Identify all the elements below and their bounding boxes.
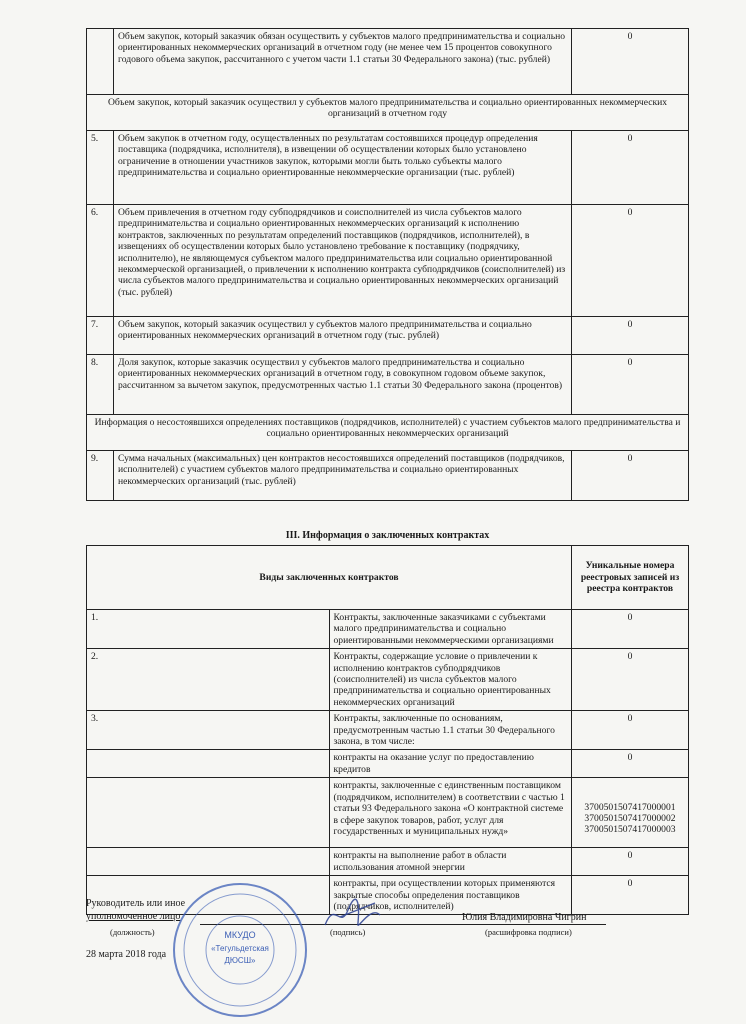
stamp-line3: ДЮСШ» bbox=[224, 956, 256, 965]
column-header: Виды заключенных контрактов bbox=[87, 546, 572, 610]
table-row bbox=[87, 355, 689, 415]
table-row bbox=[87, 649, 689, 711]
row-text: контракты на оказание услуг по предоставлению кредитов bbox=[329, 750, 572, 778]
row-value: 0 bbox=[572, 848, 689, 876]
row-value: 0 bbox=[572, 29, 689, 95]
registry-number-line: 3700501507417000001 bbox=[584, 801, 676, 813]
row-text: Сумма начальных (максимальных) цен контрактов несостоявшихся определений поставщиков (подрядчиков, исполнителей) с участием субъектов малого предпринимательства и социально ориентированных некоммерческих организаций (тыс. рублей) bbox=[114, 451, 572, 501]
row-value: 0 bbox=[572, 205, 689, 317]
table-row bbox=[87, 131, 689, 205]
row-value: 0 bbox=[572, 451, 689, 501]
table-row bbox=[87, 610, 689, 649]
row-number: 3. bbox=[87, 711, 330, 750]
table-header-row bbox=[87, 546, 689, 610]
registry-number-line: 3700501507417000003 bbox=[584, 824, 676, 836]
table-row bbox=[87, 778, 689, 848]
row-text: контракты, при осуществлении которых применяются закрытые способы определения поставщиков (подрядчиков, исполнителей) bbox=[329, 876, 572, 915]
row-number: 9. bbox=[87, 451, 114, 501]
signer-role-line1: Руководитель или иное bbox=[86, 898, 186, 909]
row-number bbox=[87, 750, 330, 778]
table-row bbox=[87, 848, 689, 876]
section-header-row bbox=[87, 95, 689, 131]
row-number: 2. bbox=[87, 649, 330, 711]
row-value: 0 bbox=[572, 317, 689, 355]
row-text: контракты на выполнение работ в области использования атомной энергии bbox=[329, 848, 572, 876]
signer-name: Юлия Владимировна Чигрин bbox=[462, 912, 587, 923]
section-title: III. Информация о заключенных контрактах bbox=[285, 530, 490, 541]
column-header: Уникальные номера реестровых записей из реестра контрактов bbox=[572, 546, 689, 610]
row-value: 0 bbox=[572, 649, 689, 711]
row-number: 1. bbox=[87, 610, 330, 649]
registry-number-line: 3700501507417000002 bbox=[584, 813, 676, 825]
row-text: Объем закупок, который заказчик осуществил у субъектов малого предпринимательства и социально ориентированных некоммерческих организаций в отчетном году (тыс. рублей) bbox=[114, 317, 572, 355]
report-date: 28 марта 2018 года bbox=[86, 949, 167, 960]
position-label: (должность) bbox=[110, 927, 155, 937]
row-number: 7. bbox=[87, 317, 114, 355]
section-header: Объем закупок, который заказчик осуществил у субъектов малого предпринимательства и социально ориентированных некоммерческих организаций в отчетном году bbox=[87, 95, 689, 131]
table-row bbox=[87, 205, 689, 317]
row-value: 0 bbox=[572, 131, 689, 205]
table-row bbox=[87, 711, 689, 750]
registry-number bbox=[576, 802, 684, 836]
stamp-line1: МКУДО bbox=[224, 930, 256, 940]
row-text: Объем закупок в отчетном году, осуществленных по результатам состоявшихся процедур определения поставщика (подрядчика, исполнителя), в извещении об осуществлении которых было установлено ограничение в отношении участников закупок, которыми могли быть только субъекты малого предпринимательства и социально ориентированные некоммерческие организации (тыс. рублей) bbox=[114, 131, 572, 205]
row-text: контракты, заключенные с единственным поставщиком (подрядчиком, исполнителем) в соответствии с частью 1 статьи 93 Федерального закона «О контрактной системе в сфере закупок товаров, работ, услуг для государственных и муниципальных нужд» bbox=[329, 778, 572, 848]
row-value: 0 bbox=[572, 876, 689, 915]
row-value: 0 bbox=[572, 610, 689, 649]
contracts-table bbox=[86, 545, 689, 915]
row-text: Контракты, заключенные заказчиками с субъектами малого предпринимательства и социально ориентированными некоммерческими организациями bbox=[329, 610, 572, 649]
table-row bbox=[87, 451, 689, 501]
registry-numbers bbox=[572, 778, 689, 848]
section-header-row bbox=[87, 415, 689, 451]
table-row bbox=[87, 29, 689, 95]
handwritten-signature bbox=[320, 895, 390, 935]
organization-stamp bbox=[170, 880, 310, 1020]
row-number bbox=[87, 778, 330, 848]
row-value: 0 bbox=[572, 750, 689, 778]
row-number bbox=[87, 848, 330, 876]
row-text: Объем привлечения в отчетном году субподрядчиков и соисполнителей из числа субъектов малого предпринимательства и социально ориентированных некоммерческих организаций к исполнению контрактов, заключенных по результатам определений поставщиков (подрядчиков, исполнителей), в извещениях об осуществлении которых было установлено требование к поставщику (подрядчику, исполнителю), не являющемуся субъектом малого предпринимательства или социально ориентированной некоммерческой организацией, о привлечении к исполнению контракта субподрядчиков (соисполнителей) из числа субъектов малого предпринимательства и социально ориентированных некоммерческих организаций (тыс. рублей) bbox=[114, 205, 572, 317]
row-value: 0 bbox=[572, 355, 689, 415]
row-value: 0 bbox=[572, 711, 689, 750]
section-header: Информация о несостоявшихся определениях поставщиков (подрядчиков, исполнителей) с участием субъектов малого предпринимательства и социально ориентированных некоммерческих организаций bbox=[87, 415, 689, 451]
row-number: 6. bbox=[87, 205, 114, 317]
name-label: (расшифровка подписи) bbox=[485, 927, 572, 937]
row-number: 5. bbox=[87, 131, 114, 205]
row-number: 8. bbox=[87, 355, 114, 415]
signer-role-line2: уполномоченное лицо bbox=[86, 911, 181, 922]
row-text: Объем закупок, который заказчик обязан осуществить у субъектов малого предпринимательства и социально ориентированных некоммерческих организаций в отчетном году (не менее чем 15 процентов совокупного годового объема закупок, рассчитанного с учетом части 1.1 статьи 30 Федерального закона) (тыс. рублей) bbox=[114, 29, 572, 95]
row-number bbox=[87, 29, 114, 95]
table-row bbox=[87, 750, 689, 778]
row-text: Контракты, содержащие условие о привлечении к исполнению контрактов субподрядчиков (соисполнителей) из числа субъектов малого предпринимательства и социально ориентированных некоммерческих организаций bbox=[329, 649, 572, 711]
row-text: Доля закупок, которые заказчик осуществил у субъектов малого предпринимательства и социально ориентированных некоммерческих организаций в отчетном году, в совокупном годовом объеме закупок, рассчитанном за вычетом закупок, предусмотренных частью 1.1 статьи 30 Федерального закона (процентов) bbox=[114, 355, 572, 415]
row-text: Контракты, заключенные по основаниям, предусмотренным частью 1.1 статьи 30 Федерального закона, в том числе: bbox=[329, 711, 572, 750]
signature-label: (подпись) bbox=[330, 927, 366, 937]
small-business-table bbox=[86, 28, 689, 501]
table-row bbox=[87, 317, 689, 355]
stamp-line2: «Тегульдетская bbox=[211, 944, 269, 953]
